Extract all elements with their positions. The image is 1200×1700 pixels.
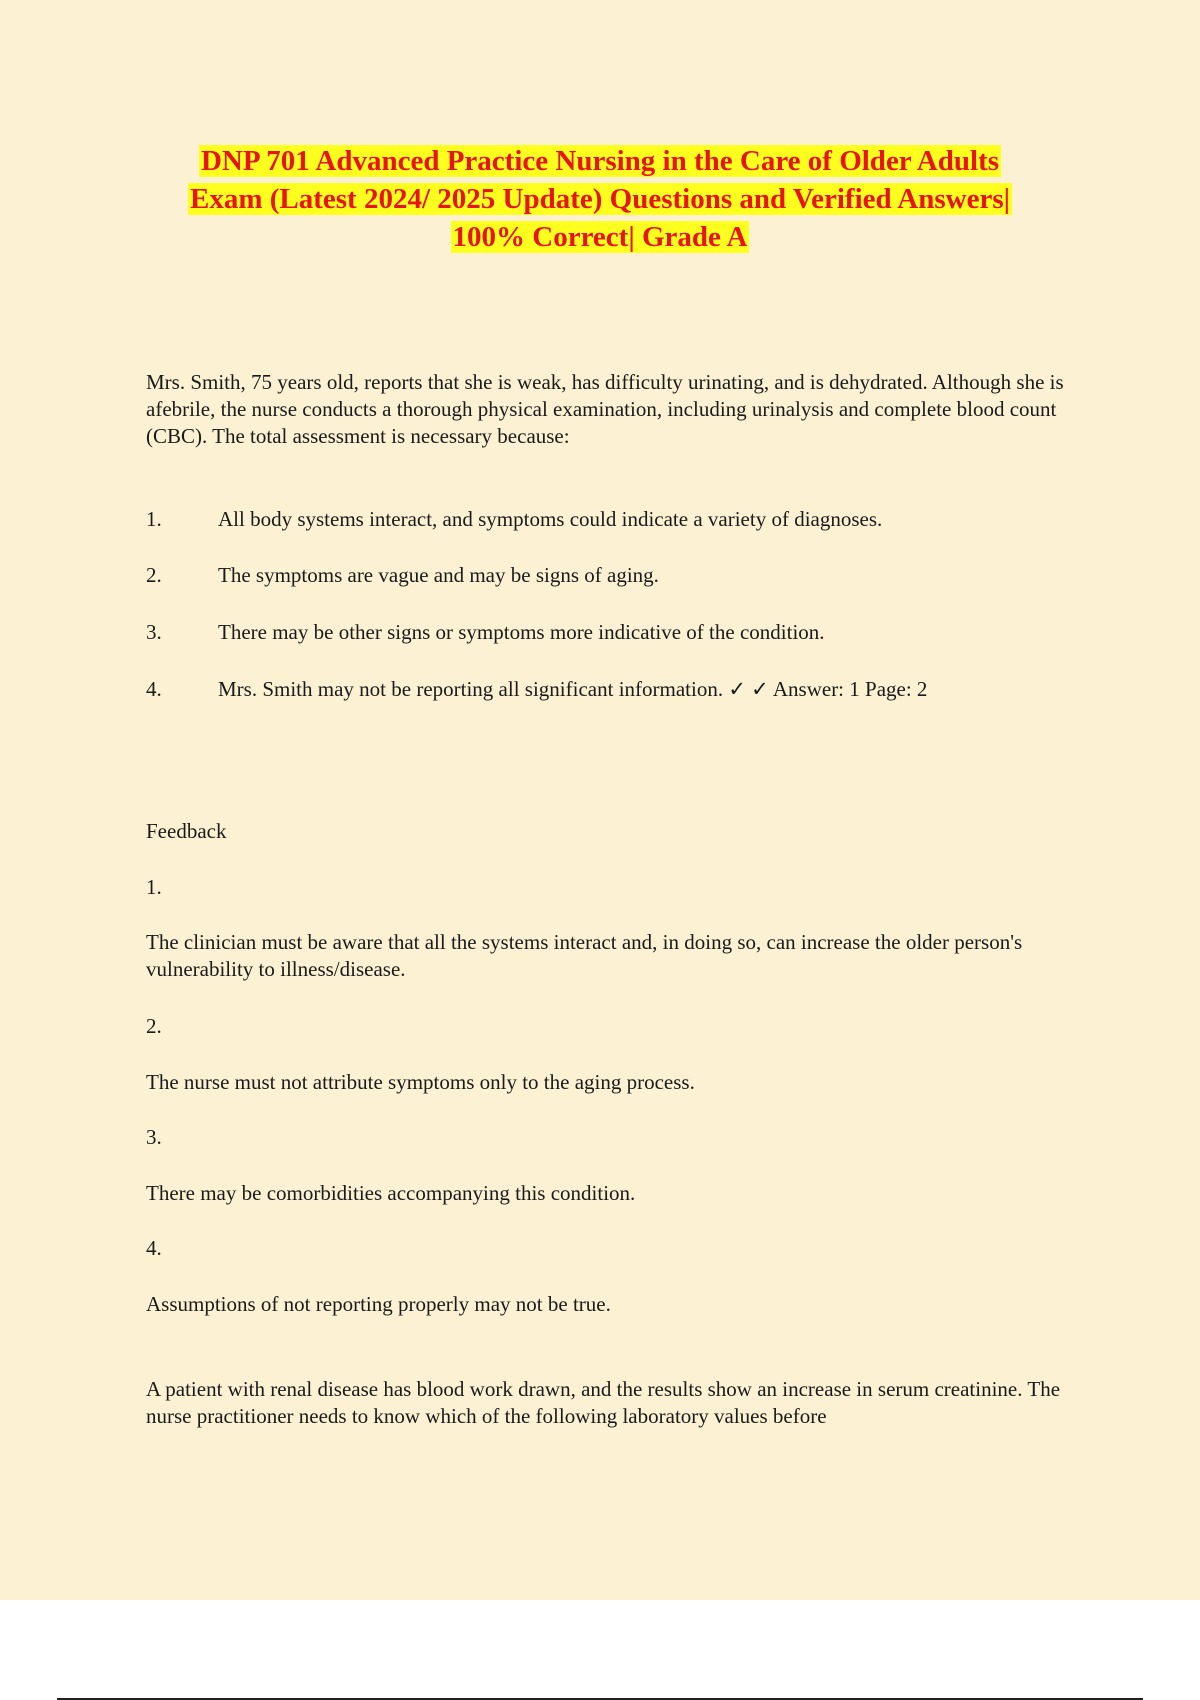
option-number: 2.: [146, 563, 162, 587]
document-title: [100, 142, 1100, 256]
title-line-1: DNP 701 Advanced Practice Nursing in the Care of Older Adults: [200, 145, 1000, 177]
option-text: All body systems interact, and symptoms could indicate a variety of diagnoses.: [218, 507, 883, 531]
feedback-number-4: 4.: [146, 1236, 162, 1260]
option-text: There may be other signs or symptoms more indicative of the condition.: [218, 620, 825, 644]
option-3: [146, 619, 1106, 646]
feedback-number-1: 1.: [146, 875, 162, 899]
question-1-options: [146, 506, 1106, 732]
option-1: [146, 506, 1106, 533]
question-1-stem: Mrs. Smith, 75 years old, reports that she is weak, has difficulty urinating, and is dehydrated. Although she is afebrile, the nurse conducts a thorough physical examination, including urinalysis and complete blood count (CBC). The total assessment is necessary because:: [146, 370, 1064, 448]
option-4: [146, 676, 1106, 703]
feedback-text-3: There may be comorbidities accompanying this condition.: [146, 1181, 636, 1205]
feedback-text-4: Assumptions of not reporting properly may not be true.: [146, 1292, 611, 1316]
feedback-number-2: 2.: [146, 1014, 162, 1038]
option-number: 4.: [146, 677, 162, 701]
title-line-2: Exam (Latest 2024/ 2025 Update) Questions and Verified Answers|: [189, 183, 1011, 215]
feedback-text-1: The clinician must be aware that all the systems interact and, in doing so, can increase the older person's vulnerability to illness/disease.: [146, 930, 1023, 981]
feedback-text-2: The nurse must not attribute symptoms only to the aging process.: [146, 1070, 695, 1094]
feedback-heading: Feedback: [146, 819, 227, 843]
title-line-3: 100% Correct| Grade A: [452, 221, 748, 253]
option-number: 3.: [146, 620, 162, 644]
feedback-number-3: 3.: [146, 1125, 162, 1149]
question-2-stem: A patient with renal disease has blood work drawn, and the results show an increase in serum creatinine. The nurse practitioner needs to know which of the following laboratory values before: [146, 1377, 1061, 1428]
option-2: [146, 562, 1106, 589]
option-text: Mrs. Smith may not be reporting all significant information. ✓ ✓ Answer: 1 Page: 2: [218, 677, 928, 701]
option-number: 1.: [146, 507, 162, 531]
option-text: The symptoms are vague and may be signs of aging.: [218, 563, 659, 587]
